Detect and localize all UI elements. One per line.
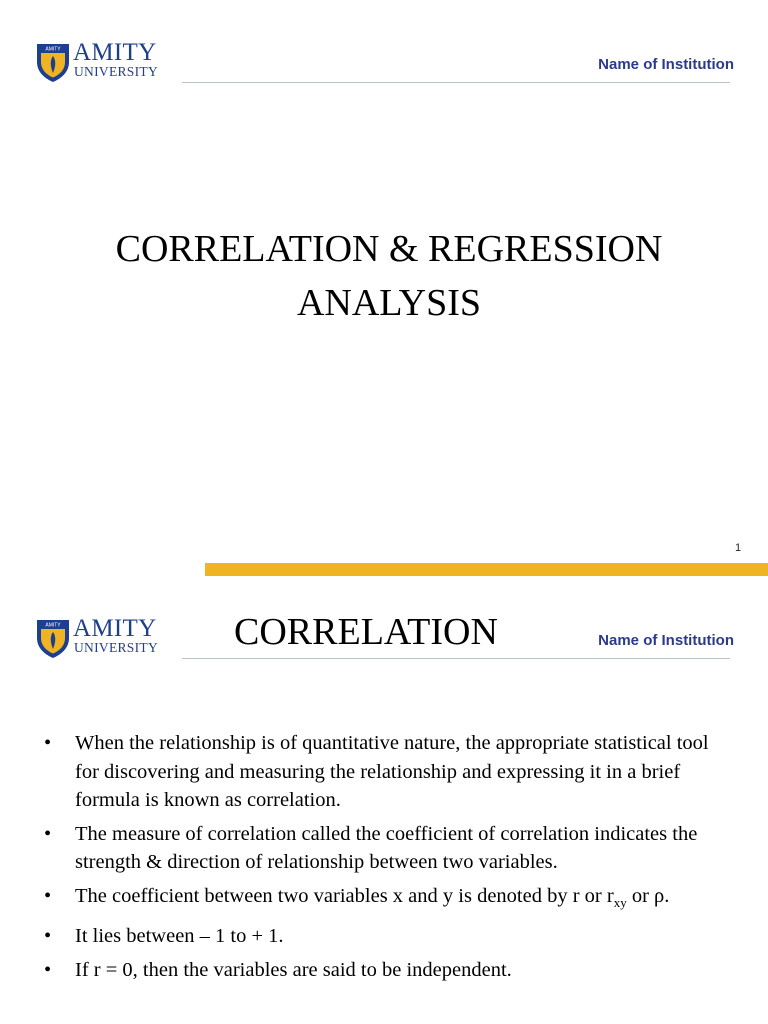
institution-name: Name of Institution — [598, 632, 734, 649]
bullet-dot-icon: • — [44, 958, 52, 981]
bullet-text-after: or ρ. — [631, 884, 670, 907]
title-line-2: ANALYSIS — [296, 282, 482, 324]
amity-logo — [36, 616, 176, 660]
logo-name: AMITY — [73, 615, 157, 642]
bullet-text: The coefficient between two variables x and y is denoted by r or r — [75, 884, 614, 907]
bullet-text: If r = 0, then the variables are said to be independent. — [75, 958, 512, 981]
amity-shield-icon — [36, 40, 70, 82]
bullet-dot-icon: • — [44, 925, 52, 947]
title-line-1: CORRELATION & REGRESSION — [115, 228, 663, 270]
bullet-list — [40, 729, 720, 989]
logo-subtitle: UNIVERSITY — [74, 640, 158, 655]
slide-title: CORRELATION — [234, 611, 498, 653]
header-rule — [182, 658, 730, 659]
bullet-text: It lies between – 1 to + 1. — [75, 925, 284, 947]
amity-shield-icon — [36, 616, 70, 658]
subscript-xy: xy — [613, 894, 627, 910]
bullet-item — [40, 956, 720, 985]
logo-subtitle: UNIVERSITY — [74, 64, 158, 79]
bullet-item — [40, 882, 720, 918]
correlation-slide — [0, 576, 768, 1024]
page-number: 1 — [735, 542, 742, 554]
footer-gold-bar — [205, 563, 768, 576]
bullet-dot-icon: • — [44, 822, 52, 845]
header-rule — [182, 82, 730, 83]
shield-text: AMITY — [45, 46, 61, 53]
bullet-dot-icon: • — [44, 732, 52, 754]
institution-name: Name of Institution — [598, 56, 734, 73]
shield-text: AMITY — [45, 622, 61, 629]
bullet-text: The measure of correlation called the coefficient of correlation indicates the strength & direction of relationship between two variables. — [75, 822, 698, 873]
amity-logo — [36, 40, 176, 84]
bullet-item — [40, 922, 720, 951]
bullet-item — [40, 729, 720, 815]
slide-title — [0, 222, 768, 330]
bullet-text: When the relationship is of quantitative nature, the appropriate statistical tool for discovering and measuring the relationship and expressing it in a brief formula is known as correlation. — [75, 732, 709, 811]
logo-name: AMITY — [73, 39, 157, 66]
bullet-item — [40, 820, 720, 877]
bullet-dot-icon: • — [44, 884, 52, 907]
